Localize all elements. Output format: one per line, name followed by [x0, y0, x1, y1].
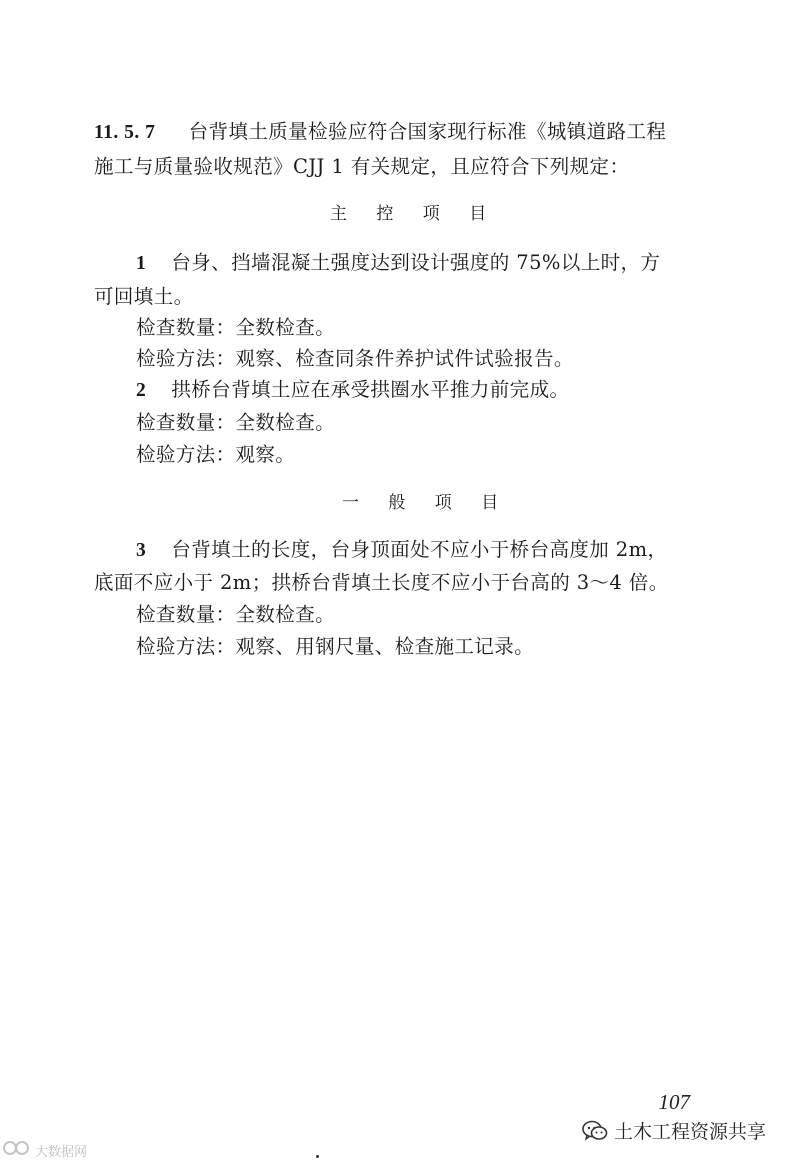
item-3-text-2: 底面不应小于 2m；拱桥台背填土长度不应小于台高的 3～4 倍。	[94, 571, 669, 594]
item-1-text-2: 可回填土。	[94, 285, 194, 308]
item-3-method: 检验方法：观察、用钢尺量、检查施工记录。	[136, 635, 535, 658]
clause-line-2	[94, 152, 629, 182]
page-number: 107	[658, 1090, 690, 1114]
item-2-method: 检验方法：观察。	[136, 443, 296, 466]
clause-text-1: 台背填土质量检验应符合国家现行标准《城镇道路工程	[188, 120, 667, 143]
clause-text-2: 施工与质量验收规范》CJJ 1 有关规定，且应符合下列规定：	[94, 155, 630, 178]
item-2-quantity: 检查数量：全数检查。	[136, 411, 336, 434]
clause-number: 11. 5. 7	[94, 122, 156, 143]
wechat-icon	[582, 1120, 608, 1142]
item-3-text-1: 台背填土的长度，台身顶面处不应小于桥台高度加 2m，	[171, 538, 668, 561]
item-3-quantity: 检查数量：全数检查。	[136, 603, 336, 626]
item-2-text-1: 拱桥台背填土应在承受拱圈水平推力前完成。	[171, 378, 570, 401]
section-heading-main: 主 控 项 目	[330, 204, 499, 224]
item-1-text-1: 台身、挡墙混凝土强度达到设计强度的 75%以上时，方	[171, 251, 661, 274]
item-3-line-1	[136, 535, 667, 566]
item-1-quantity: 检查数量：全数检查。	[136, 316, 336, 339]
item-1-line-2	[94, 282, 194, 312]
watermark-right-text: 土木工程资源共享	[613, 1121, 766, 1143]
item-1-number: 1	[136, 253, 147, 274]
item-2-number: 2	[136, 380, 147, 401]
clause-line-1	[94, 117, 666, 148]
item-3-line-2	[94, 568, 669, 598]
item-3-number: 3	[136, 540, 147, 561]
watermark-right	[582, 1117, 766, 1144]
item-2-line-1	[136, 375, 569, 406]
section-heading-general: 一 般 项 目	[342, 493, 511, 513]
watermark-left	[2, 1139, 87, 1161]
watermark-left-text: 大数据网	[35, 1144, 88, 1160]
logo-icon	[2, 1139, 32, 1161]
item-1-line-1	[136, 248, 660, 279]
item-1-method: 检验方法：观察、检查同条件养护试件试验报告。	[136, 347, 574, 370]
scan-speck	[316, 1155, 319, 1158]
